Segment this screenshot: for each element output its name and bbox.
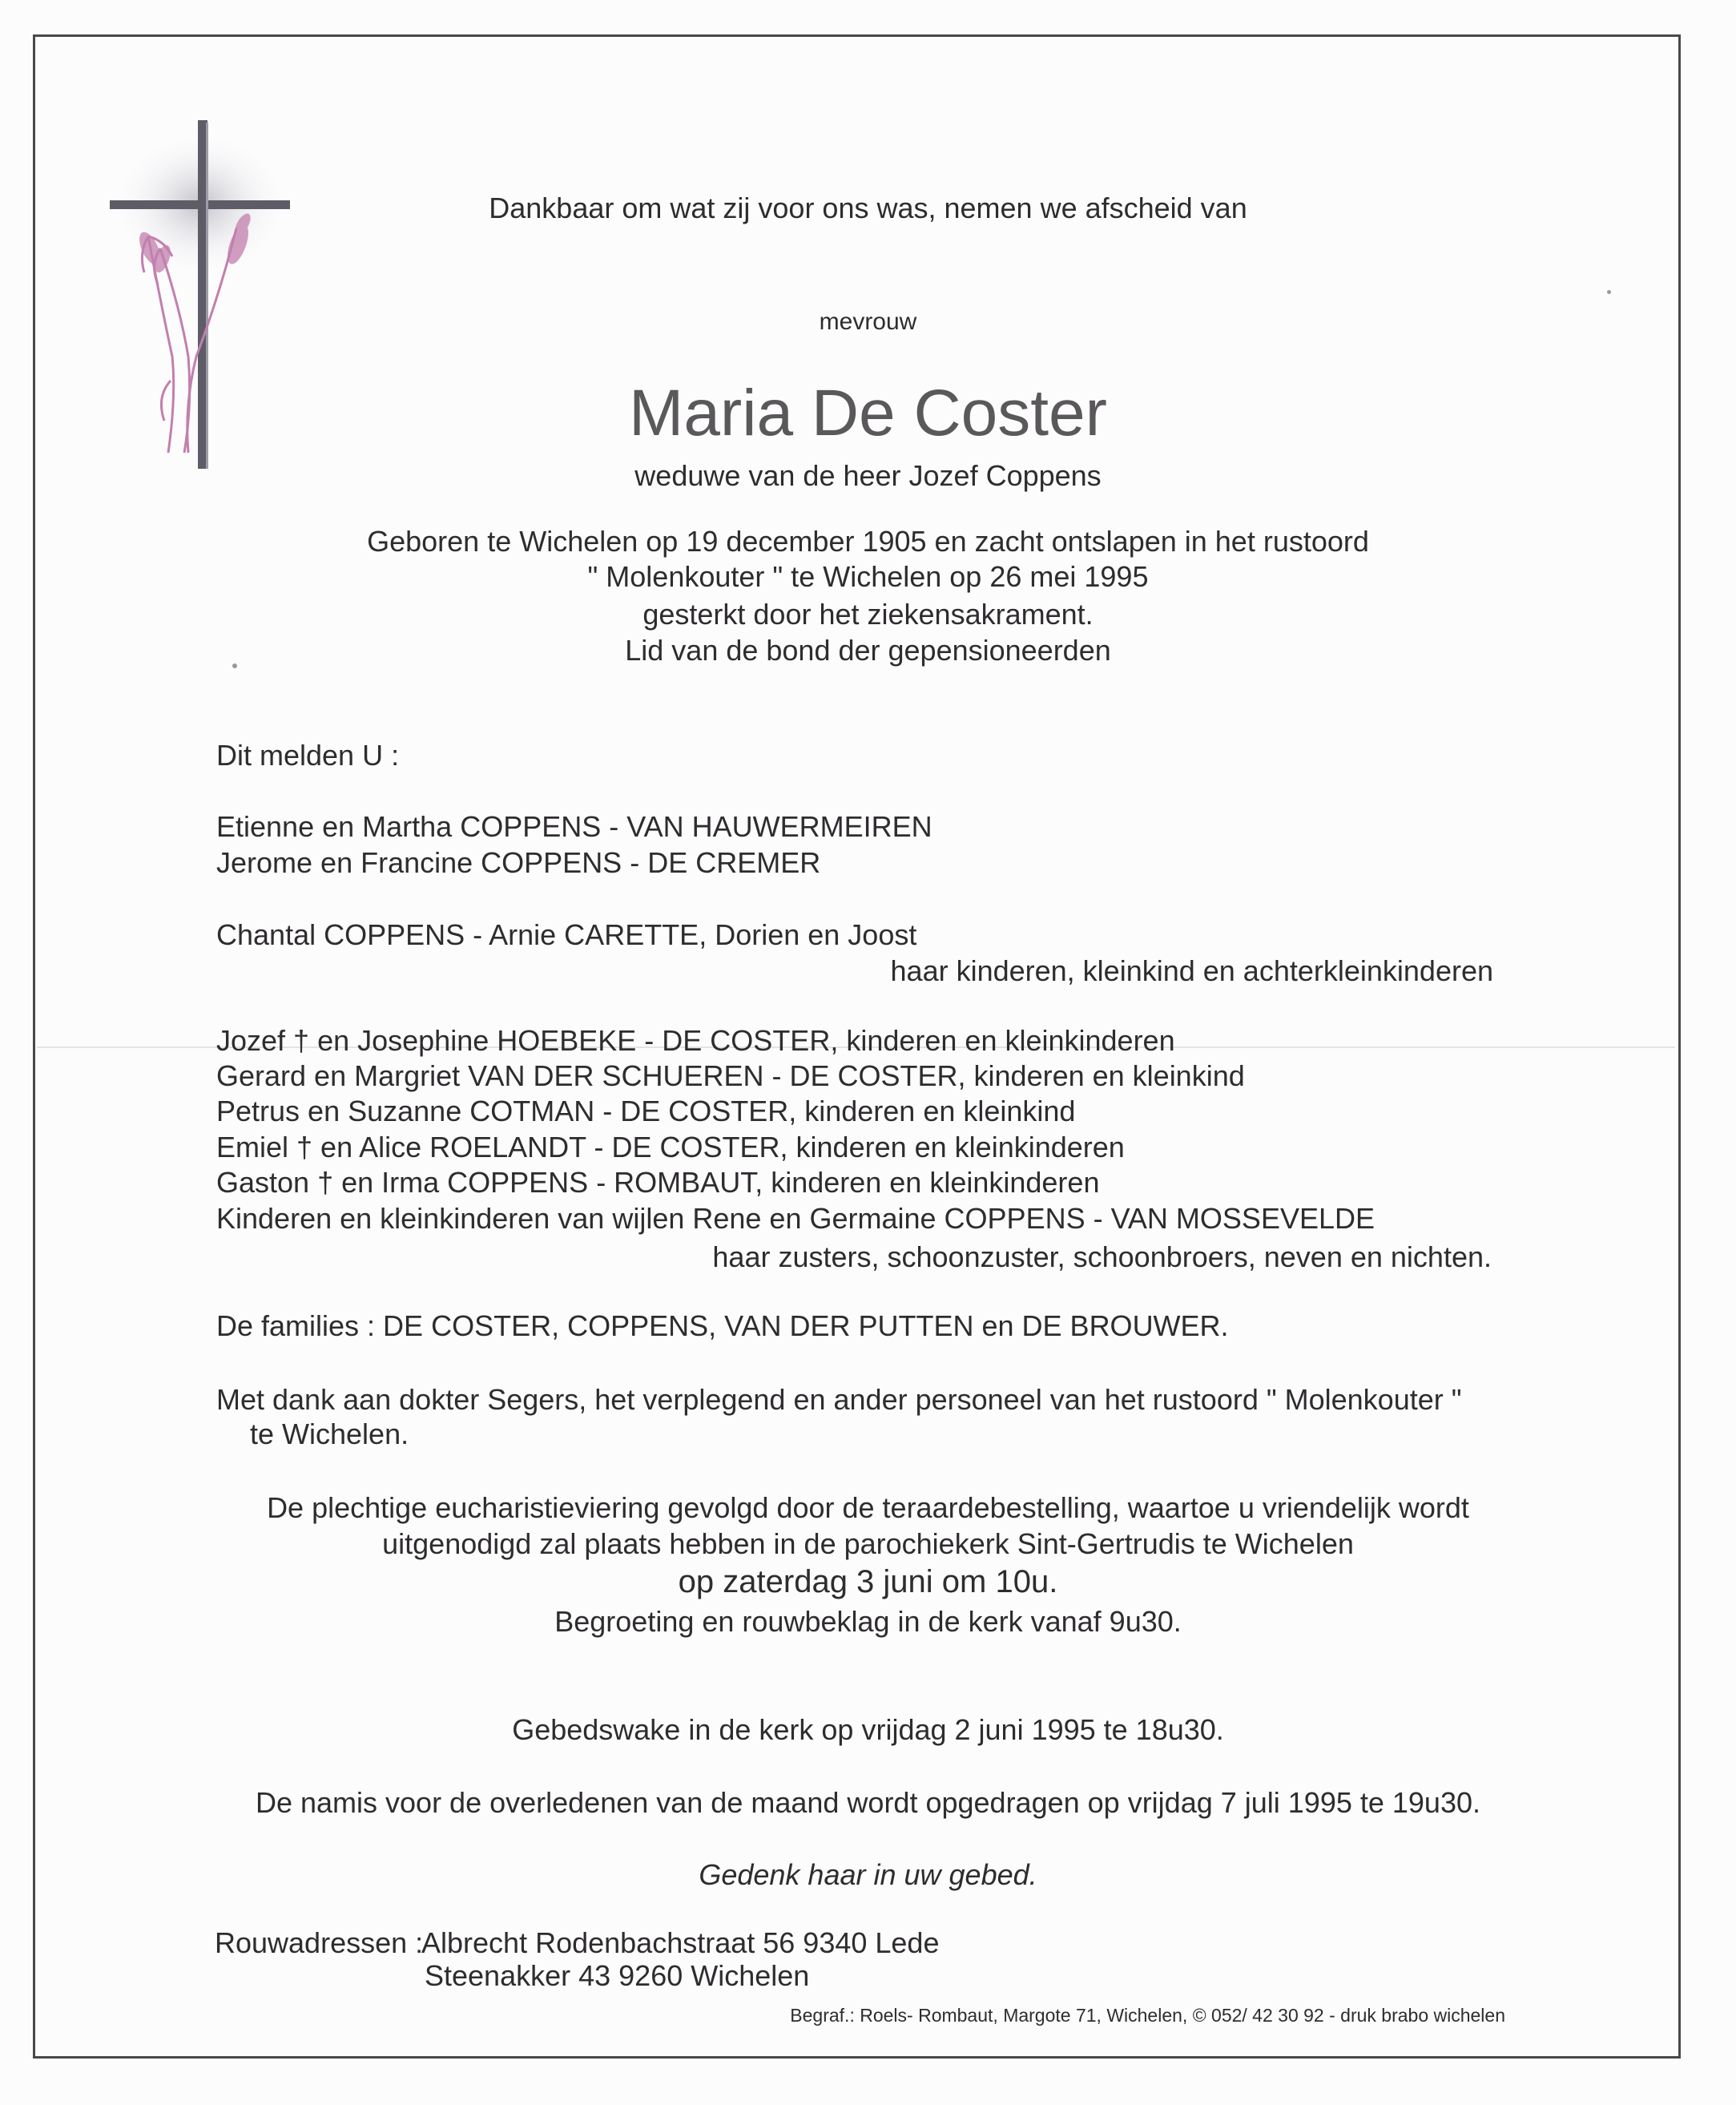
siblings-caption: haar zusters, schoonzuster, schoonbroers, neven en nichten.: [712, 1240, 1492, 1273]
grandchild-line: Chantal COPPENS - Arnie CARETTE, Dorien en Joost: [216, 918, 917, 951]
ceremony-line-1: De plechtige eucharistieviering gevolgd door de teraardebestelling, waartoe u vriendelijk wordt: [267, 1491, 1469, 1524]
ceremony-line-2: uitgenodigd zal plaats hebben in de parochiekerk Sint-Gertrudis te Wichelen: [382, 1527, 1354, 1560]
families-line: De families : DE COSTER, COPPENS, VAN DER PUTTEN en DE BROUWER.: [216, 1309, 1229, 1342]
remember-line: Gedenk haar in uw gebed.: [699, 1858, 1037, 1891]
birth-line-4: Lid van de bond der gepensioneerden: [625, 634, 1111, 667]
ceremony-date: op zaterdag 3 juni om 10u.: [678, 1564, 1058, 1599]
ceremony-greeting: Begroeting en rouwbeklag in de kerk vanaf 9u30.: [554, 1605, 1182, 1638]
sibling-line: Jozef † en Josephine HOEBEKE - DE COSTER, kinderen en kleinkinderen: [216, 1024, 1175, 1057]
announce-title: Dit melden U :: [216, 739, 400, 772]
vigil-line: Gebedswake in de kerk op vrijdag 2 juni 1995 te 18u30.: [512, 1713, 1224, 1746]
birth-line-1: Geboren te Wichelen op 19 december 1905 en zacht ontslapen in het rustoord: [367, 525, 1369, 558]
sibling-line: Gaston † en Irma COPPENS - ROMBAUT, kinderen en kleinkinderen: [216, 1166, 1100, 1199]
children-caption: haar kinderen, kleinkind en achterkleinkinderen: [890, 954, 1493, 987]
address-line-1: Albrecht Rodenbachstraat 56 9340 Lede: [421, 1926, 940, 1959]
month-mass-line: De namis voor de overledenen van de maand wordt opgedragen op vrijdag 7 juli 1995 te 19u30.: [255, 1786, 1481, 1819]
child-line: Etienne en Martha COPPENS - VAN HAUWERMEIREN: [216, 810, 932, 843]
sibling-line: Petrus en Suzanne COTMAN - DE COSTER, kinderen en kleinkind: [216, 1095, 1076, 1127]
addresses-label: Rouwadressen :: [215, 1926, 424, 1959]
widow-text: weduwe van de heer Jozef Coppens: [634, 459, 1102, 492]
intro-text: Dankbaar om wat zij voor ons was, nemen we afscheid van: [489, 192, 1247, 224]
birth-line-2: " Molenkouter " te Wichelen op 26 mei 1995: [587, 560, 1149, 593]
smudge-mark: [1607, 290, 1611, 294]
birth-line-3: gesterkt door het ziekensakrament.: [642, 598, 1094, 631]
address-line-2: Steenakker 43 9260 Wichelen: [425, 1959, 810, 1992]
sibling-line: Kinderen en kleinkinderen van wijlen Rene en Germaine COPPENS - VAN MOSSEVELDE: [216, 1202, 1376, 1235]
printer-footer: Begraf.: Roels- Rombaut, Margote 71, Wichelen, © 052/ 42 30 92 - druk brabo wichelen: [790, 2005, 1505, 2026]
sibling-line: Gerard en Margriet VAN DER SCHUEREN - DE COSTER, kinderen en kleinkind: [216, 1059, 1245, 1092]
sibling-line: Emiel † en Alice ROELANDT - DE COSTER, kinderen en kleinkinderen: [216, 1131, 1125, 1163]
child-line: Jerome en Francine COPPENS - DE CREMER: [216, 846, 821, 879]
thanks-line-2: te Wichelen.: [250, 1417, 409, 1450]
deceased-name: Maria De Coster: [629, 377, 1107, 450]
thanks-line-1: Met dank aan dokter Segers, het verplegend en ander personeel van het rustoord " Molenkouter ": [216, 1383, 1462, 1416]
honorific: mevrouw: [819, 308, 917, 335]
